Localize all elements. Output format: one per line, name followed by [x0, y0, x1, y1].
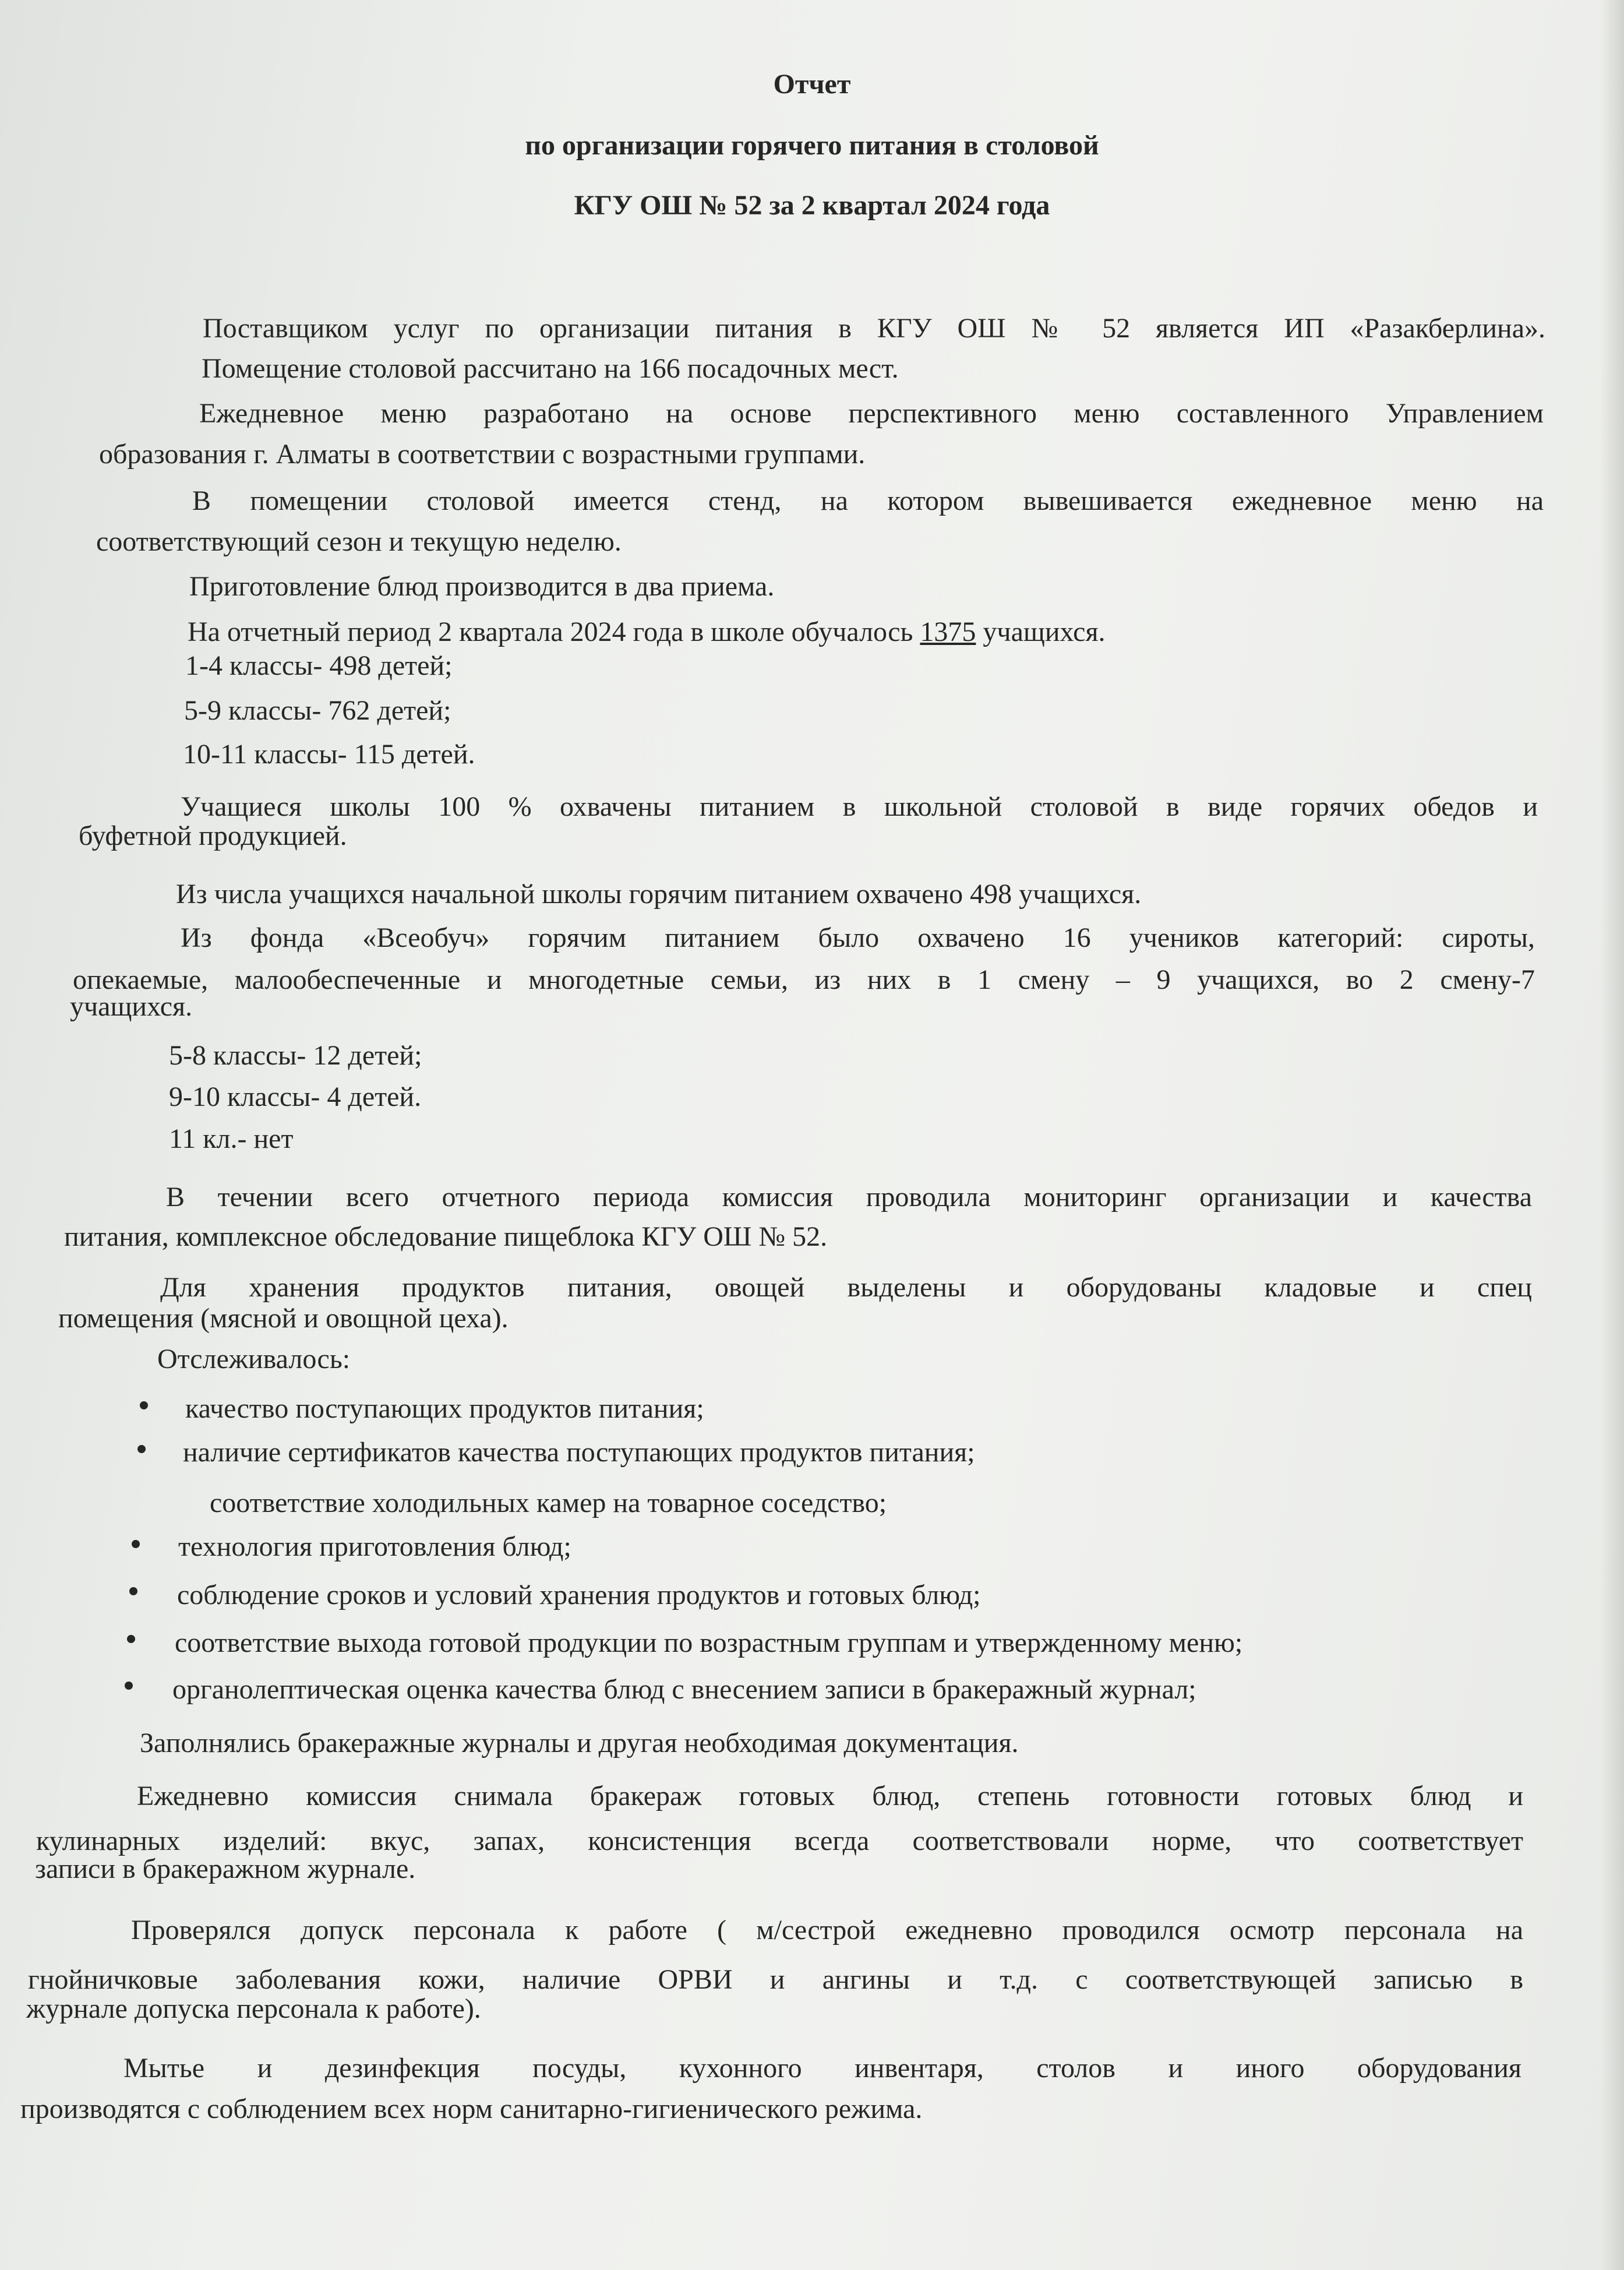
paragraph-coverage-line2: буфетной продукцией. — [79, 820, 347, 851]
students-total: 1375 — [920, 616, 976, 647]
category-group-11: 11 кл.- нет — [169, 1123, 294, 1154]
grade-group-10-11: 10-11 классы- 115 детей. — [183, 739, 475, 770]
checklist-item-storage-terms: соблюдение сроков и условий хранения продуктов и готовых блюд; — [177, 1580, 981, 1610]
paragraph-menu-line1: Ежедневное меню разработано на основе перспективного меню составленного Управлением — [199, 398, 1544, 429]
report-title: Отчет — [773, 69, 851, 100]
bullet-marker — [127, 1635, 135, 1643]
category-group-5-8: 5-8 классы- 12 детей; — [169, 1040, 422, 1071]
paragraph-personnel-line1: Проверялся допуск персонала к работе ( м/сестрой ежедневно проводился осмотр персонала на — [131, 1915, 1523, 1945]
paragraph-vseobuch-line2: опекаемые, малообеспеченные и многодетные семьи, из них в 1 смену – 9 учащихся, во 2 смену-7 — [73, 964, 1535, 995]
paragraph-stand-line2: соответствующий сезон и текущую неделю. — [96, 526, 622, 557]
paragraph-vseobuch-line3: учащихся. — [70, 991, 193, 1022]
paragraph-brakerazh-line3: записи в бракеражном журнале. — [35, 1853, 416, 1884]
checklist-item-organoleptic: органолептическая оценка качества блюд с внесением записи в бракеражный журнал; — [172, 1674, 1196, 1705]
paper-edge-shadow — [1601, 0, 1624, 2270]
paragraph-brakerazh-line1: Ежедневно комиссия снимала бракераж готовых блюд, степень готовности готовых блюд и — [137, 1781, 1523, 1811]
paragraph-monitoring-line2: питания, комплексное обследование пищеблока КГУ ОШ № 52. — [64, 1221, 828, 1252]
paragraph-vseobuch-line1: Из фонда «Всеобуч» горячим питанием было охвачено 16 учеников категорий: сироты, — [181, 922, 1535, 953]
paragraph-brakerazh-line2: кулинарных изделий: вкус, запах, консистенция всегда соответствовали норме, что соответствует — [36, 1825, 1523, 1856]
bullet-marker — [132, 1540, 140, 1548]
paragraph-primary-school: Из числа учащихся начальной школы горячим питанием охвачено 498 учащихся. — [176, 879, 1142, 910]
paragraph-personnel-line3: журнале допуска персонала к работе). — [26, 1993, 481, 2024]
paragraph-dishwashing-line2: производятся с соблюдением всех норм санитарно-гигиенического режима. — [20, 2093, 923, 2124]
report-subtitle: по организации горячего питания в столовой — [525, 130, 1099, 161]
paragraph-journals: Заполнялись бракеражные журналы и другая необходимая документация. — [140, 1728, 1019, 1758]
checklist-item-technology: технология приготовления блюд; — [178, 1531, 571, 1562]
paragraph-cooking: Приготовление блюд производится в два приема. — [189, 571, 775, 602]
checklist-item-output: соответствие выхода готовой продукции по возрастным группам и утвержденному меню; — [175, 1627, 1243, 1658]
category-group-9-10: 9-10 классы- 4 детей. — [169, 1081, 422, 1112]
paragraph-students — [188, 615, 1106, 650]
students-text-post: учащихся. — [976, 616, 1106, 647]
paragraph-seats: Помещение столовой рассчитано на 166 посадочных мест. — [202, 353, 899, 384]
paragraph-personnel-line2: гнойничковые заболевания кожи, наличие ОРВИ и ангины и т.д. с соответствующей записью в — [28, 1964, 1523, 1995]
paragraph-menu-line2: образования г. Алматы в соответствии с возрастными группами. — [99, 439, 866, 470]
bullet-marker — [125, 1682, 133, 1690]
checklist-item-certificates: наличие сертификатов качества поступающих продуктов питания; — [183, 1437, 975, 1468]
paragraph-supplier: Поставщиком услуг по организации питания в КГУ ОШ № 52 является ИП «Разакберлина». — [203, 313, 1545, 344]
checklist-item-products-quality: качество поступающих продуктов питания; — [185, 1393, 704, 1424]
report-period: КГУ ОШ № 52 за 2 квартал 2024 года — [574, 190, 1050, 221]
paragraph-monitored-heading: Отслеживалось: — [157, 1344, 351, 1374]
checklist-item-refrigerators: соответствие холодильных камер на товарное соседство; — [210, 1488, 887, 1518]
grade-group-5-9: 5-9 классы- 762 детей; — [184, 695, 451, 726]
paragraph-storage-line2: помещения (мясной и овощной цеха). — [58, 1303, 509, 1334]
bullet-marker — [137, 1445, 146, 1453]
paragraph-dishwashing-line1: Мытье и дезинфекция посуды, кухонного инвентаря, столов и иного оборудования — [123, 2053, 1521, 2084]
grade-group-1-4: 1-4 классы- 498 детей; — [185, 650, 453, 681]
paragraph-stand-line1: В помещении столовой имеется стенд, на котором вывешивается ежедневное меню на — [192, 485, 1544, 516]
bullet-marker — [129, 1587, 137, 1595]
paragraph-coverage-line1: Учащиеся школы 100 % охвачены питанием в школьной столовой в виде горячих обедов и — [181, 791, 1538, 822]
paragraph-storage-line1: Для хранения продуктов питания, овощей выделены и оборудованы кладовые и спец — [160, 1272, 1532, 1303]
bullet-marker — [140, 1401, 148, 1409]
paragraph-monitoring-line1: В течении всего отчетного периода комиссия проводила мониторинг организации и качества — [166, 1182, 1532, 1212]
students-text-pre: На отчетный период 2 квартала 2024 года в школе обучалось — [188, 616, 920, 647]
